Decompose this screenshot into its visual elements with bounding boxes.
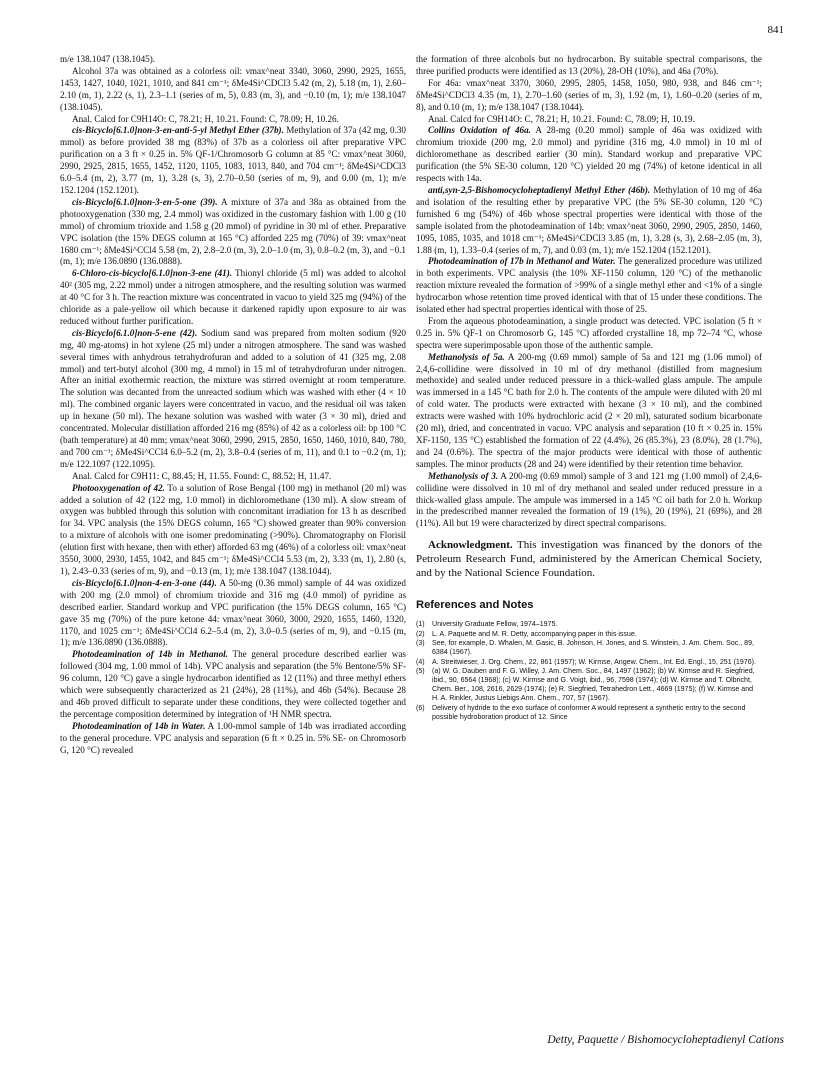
paragraph-text: The general procedure described earlier was followed (304 mg, 1.00 mmol of 14b). VPC analysis and separation (the 5% Bentone/5% SF-96 column, 120 °C) gave a single hydrocarbon identified as 12 (11%) and three methyl ethers which were subsequently characterized as 21 (24%), 28 (11%), and 46b (54%). Because 28 and 46b proved difficult to separate under these conditions, they were collected together and the percentage composition determined by integration of ¹H NMR spectra. (60, 649, 406, 719)
right-paragraph (416, 316, 762, 352)
left-paragraph (60, 54, 406, 66)
left-paragraph (60, 125, 406, 196)
right-paragraph (416, 114, 762, 126)
paragraph-text: Anal. Calcd for C9H11: C, 88.45; H, 11.55. Found: C, 88.52; H, 11.47. (72, 470, 332, 481)
paragraph-text: Alcohol 37a was obtained as a colorless oil: νmax^neat 3340, 3060, 2990, 2925, 1655, 1453, 1427, 1040, 1021, 1010, and 841 cm⁻¹; δMe4Si^CDCl3 5.42 (m, 2), 5.18 (m, 1), 2.60–2.10 (m, 1), 2.22 (s, 1), 2.3–1.1 (series of m, 5), 0.83 (m, 3), and −0.10 (m, 1); m/e 138.1047 (138.1045). (60, 65, 406, 112)
acknowledgment-lead: Acknowledgment. (428, 539, 513, 552)
right-paragraph (416, 471, 762, 531)
paragraph-text: m/e 138.1047 (138.1045). (60, 54, 156, 64)
left-paragraph (60, 483, 406, 578)
section-heading: Methanolysis of 3. (428, 470, 499, 481)
left-paragraph (60, 649, 406, 720)
right-paragraph (416, 125, 762, 185)
section-heading: 6-Chloro-cis-bicyclo[6.1.0]non-3-ene (41). (72, 268, 233, 279)
section-heading: cis-Bicyclo[6.1.0]non-3-en-5-one (39). (72, 196, 218, 207)
left-paragraph (60, 114, 406, 126)
reference-text: A. Streitwieser, J. Org. Chem., 22, 861 (1957); W. Kirmse, Angew. Chem., Int. Ed. Engl., 15, 251 (1976). (432, 658, 756, 666)
paragraph-text: Methylation of 37a (42 mg, 0.30 mmol) as before provided 38 mg (83%) of 37b as a colorless oil after preparative VPC purification on a 3 ft × 0.25 in. 5% QF-1/Chromosorb G column at 85 °C: νmax^neat 3060, 2990, 2925, 2815, 1655, 1452, 1120, 1105, 1083, 1013, 840, and 704 cm⁻¹; δMe4Si^CDCl3 6.0–5.4 (m, 2), 3.77 (m, 1), 3.28 (s, 3), 2.70–0.50 (series of m, 9), and 0.00 (m, 1); m/e 152.1204 (152.1201). (60, 125, 406, 195)
paragraph-text: Sodium sand was prepared from molten sodium (920 mg, 40 mg-atoms) in hot xylene (25 ml) under a nitrogen atmosphere. The sand was washed several times with anhydrous tetrahydrofuran and added to a solution of 41 (325 mg, 2.08 mmol) and tert-butyl alcohol (300 mg, 4 mmol) in 15 ml of tetrahydrofuran under nitrogen. After an initial exothermic reaction, the mixture was stirred overnight at room temperature. The solution was decanted from the unreacted sodium which was washed with ether (4 × 10 ml). The combined organic layers were concentrated in vacuo, and the residual oil was taken up in hexane (50 ml). The hexane solution was washed with water (3 × 30 ml), dried and concentrated. Molecular distillation afforded 216 mg (85%) of 42 as a colorless oil: bp 100 °C (bath temperature) at 40 mm; νmax^neat 3060, 2990, 2915, 2850, 1650, 1460, 1010, 840, 780, and 700 cm⁻¹; δMe4Si^CCl4 6.0–5.2 (m, 2), 3.8–0.4 (series of m, 11), and 0.1 to −0.2 (m, 1); m/e 122.1097 (122.1095). (60, 327, 406, 469)
section-heading: Photooxygenation of 42. (72, 482, 165, 493)
paragraph-text: Anal. Calcd for C9H14O: C, 78.21; H, 10.21. Found: C, 78.09; H, 10.26. (72, 113, 339, 124)
reference-number: (1) (416, 621, 425, 629)
right-paragraph (416, 256, 762, 316)
left-paragraph (60, 66, 406, 114)
section-heading: cis-Bicyclo[6.1.0]non-3-en-anti-5-yl Methyl Ether (37b). (72, 125, 284, 136)
section-heading: cis-Bicyclo[6.1.0]non-5-ene (42). (72, 327, 198, 338)
running-footer: Detty, Paquette / Bishomocycloheptadienyl Cations (547, 1034, 784, 1046)
reference-text: L. A. Paquette and M. R. Detty, accompanying paper in this issue. (432, 630, 637, 638)
paragraph-text: the formation of three alcohols but no hydrocarbon. By suitable spectral comparisons, the three purified products were identified as 13 (20%), 28-OH (10%), and 46a (70%). (416, 54, 762, 76)
reference-number: (3) (416, 640, 425, 648)
left-paragraph (60, 578, 406, 649)
reference-item (416, 658, 762, 667)
right-paragraph (416, 185, 762, 256)
section-heading: cis-Bicyclo[6.1.0]non-4-en-3-one (44). (72, 577, 217, 588)
reference-text: (a) W. G. Dauben and F. G. Willey, J. Am. Chem. Soc., 84, 1497 (1962); (b) W. Kirmse and R. Siegfried, ibid., 90, 6564 (1968); (c) W. Kirmse and G. Voigt, ibid., 96, 7598 (1974); (d) W. Kirmse and T. Olbricht, Chem. Ber., 108, 2616, 2629 (1974); (e) R. Siegfried, Tetrahedron Lett., 4669 (1975); (f) W. Kirmse and H. A. Rinkler, Justus Liebigs Ann. Chem., 707, 57 (1967). (432, 668, 755, 703)
paragraph-text: Methylation of 10 mg of 46a and isolation of the resulting ether by preparative VPC (the 5% SE-30 column, 120 °C) furnished 6 mg (54%) of 46b whose spectral properties were identical with those of the sample isolated from the photodeamination of 14b: νmax^neat 3060, 2990, 2905, 2850, 1460, 1095, 1085, 1035, and 1018 cm⁻¹; δMe4Si^CDCl3 3.85 (m, 1), 3.28 (s, 3), 2.68–2.05 (m, 3), 1.88 (m, 1), 1.33–0.4 (series of m, 7), and 0.03 (m, 1); m/e 152.1204 (152.1201). (416, 184, 762, 255)
paragraph-text: A 200-mg (0.69 mmol) sample of 3 and 121 mg (1.00 mmol) of 2,4,6-collidine were dissolved in 10 ml of dry methanol and sealed under reduced pressure in a thick-walled glass ampule. The ampule was immersed in a 145 °C oil bath for 2.0 h. Workup in the predescribed manner revealed the formation of 19 (1%), 20 (19%), 21 (69%), and 28 (11%). All but 19 were characterized by direct spectral comparisons. (416, 470, 762, 529)
reference-item (416, 620, 762, 629)
left-paragraph (60, 471, 406, 483)
references-list (416, 620, 762, 722)
paragraph-text: A mixture of 37a and 38a as obtained from the photooxygenation (330 mg, 2.4 mmol) was oxidized in the customary fashion with 1.00 g (10 mmol) of chromium trioxide and 1.58 g (20 mmol) of pyridine in 30 ml of ether. Preparative VPC isolation (the 15% DEGS column at 165 °C) afforded 225 mg (70%) of 39: νmax^neat 1680 cm⁻¹; δMe4Si^CCl4 5.58 (m, 2), 2.8–2.0 (m, 3), 2.0–1.0 (m, 3), 0.8–0.2 (m, 3), and −0.1 (m, 1); m/e 136.0890 (136.0888). (60, 196, 406, 267)
reference-number: (6) (416, 704, 425, 712)
right-column (416, 54, 762, 722)
reference-text: Delivery of hydride to the exo surface of conformer A would represent a synthetic entry to the second possible hydroboration product of 12. Since (432, 704, 746, 721)
paragraph-text: From the aqueous photodeamination, a single product was detected. VPC isolation (5 ft × 0.25 in. 5% QF-1 on Chromosorb G, 145 °C) afforded crystalline 18, mp 72–74 °C, whose spectra were superimposable upon those of the authentic sample. (416, 315, 762, 350)
paragraph-text: A 28-mg (0.20 mmol) sample of 46a was oxidized with chromium trioxide (200 mg, 2.0 mmol) and pyridine (316 mg, 4.0 mmol) in 10 ml of dichloromethane as described earlier (30 min). Standard workup and preparative VPC purification (the 5% SE-30 column, 120 °C) yielded 20 mg (74%) of ketone identical in all respects with 14a. (416, 125, 762, 184)
section-heading: Collins Oxidation of 46a. (428, 125, 531, 136)
reference-number: (5) (416, 668, 425, 676)
section-heading: Photodeamination of 14b in Water. (72, 720, 206, 731)
reference-number: (2) (416, 630, 425, 638)
reference-item (416, 630, 762, 639)
left-paragraph (60, 328, 406, 471)
paragraph-text: A 50-mg (0.36 mmol) sample of 44 was oxidized with 200 mg (2.0 mmol) of chromium trioxide and 316 mg (4.0 mmol) of pyridine as described earlier. Standard workup and VPC purification (the 15% DEGS column, 165 °C) gave 35 mg (70%) of the pure ketone 44: νmax^neat 3060, 3000, 2920, 1655, 1460, 1320, 1170, and 1025 cm⁻¹; δMe4Si^CCl4 6.2–5.4 (m, 2), 3.0–0.5 (series of m, 9), and −0.15 (m, 1); m/e 136.0890 (136.0888). (60, 577, 406, 648)
left-paragraph (60, 721, 406, 757)
paragraph-text: Thionyl chloride (5 ml) was added to alcohol 40² (305 mg, 2.22 mmol) under a nitrogen atmosphere, and the resulting solution was warmed at 40 °C for 3 h. The reaction mixture was concentrated in vacuo to yield 325 mg (94%) of the chloride as a pale-yellow oil which because it darkened rapidly upon exposure to air was reduced without further purification. (60, 268, 406, 326)
right-paragraph (416, 54, 762, 78)
left-paragraph (60, 197, 406, 268)
paragraph-text: For 46a: νmax^neat 3370, 3060, 2995, 2805, 1458, 1050, 980, 938, and 846 cm⁻¹; δMe4Si^CDCl3 4.35 (m, 1), 2.70–1.60 (series of m, 3), 1.92 (m, 1), 1.60–0.20 (series of m, 8), and 0.10 (m, 1); m/e 138.1047 (138.1044). (416, 77, 762, 112)
section-heading: anti,syn-2,5-Bishomocycloheptadienyl Methyl Ether (46b). (428, 184, 651, 195)
paragraph-text: Anal. Calcd for C9H14O: C, 78.21; H, 10.21. Found: C, 78.09; H, 10.19. (428, 113, 695, 124)
reference-item (416, 667, 762, 703)
paragraph-text: A 200-mg (0.69 mmol) sample of 5a and 121 mg (1.06 mmol) of 2,4,6-collidine were dissolved in 10 ml of dry methanol (distilled from magnesium methoxide) and sealed under reduced pressure in a thick-walled glass ampule. The ampule was immersed in a 145 °C bath for 2.0 h. The contents of the ampule were diluted with 20 ml of cold water. The products were extracted with hexane (3 × 10 ml), and the combined extracts were washed with 10% hydrochloric acid (2 × 20 ml), saturated sodium bicarbonate (20 ml), dried, and concentrated in vacuo. VPC analysis and separation (10 ft × 0.25 in. 15% XF-1150, 135 °C) established the formation of 22 (4.4%), 26 (85.3%), 23 (8.0%), 28 (1.7%), and 24 (0.6%). The spectra of the major products were identical with those of authentic samples. The minor products (28 and 24) were identified by their retention time behavior. (416, 351, 762, 469)
reference-text: University Graduate Fellow, 1974–1975. (432, 621, 558, 629)
reference-item (416, 704, 762, 722)
section-heading: Methanolysis of 5a. (428, 351, 505, 362)
acknowledgment (416, 538, 762, 580)
reference-number: (4) (416, 658, 425, 666)
section-heading: Photodeamination of 14b in Methanol. (72, 649, 228, 660)
page-number: 841 (767, 24, 784, 36)
left-paragraph (60, 268, 406, 328)
reference-item (416, 639, 762, 657)
paragraph-text: The generalized procedure was utilized in both experiments. VPC analysis (the 10% XF-1150 column, 120 °C) of the methanolic reaction mixture revealed the formation of >99% of a single methyl ether and <1% of a single hydrocarbon whose retention time proved identical with that of 15 under these conditions. The isolated ether had spectral properties identical with those of 25. (416, 256, 762, 315)
left-column (60, 54, 406, 756)
paragraph-text: A 1.00-mmol sample of 14b was irradiated according to the general procedure. VPC analysis and separation (6 ft × 0.25 in. 5% SE- on Chromosorb G, 120 °C) revealed (60, 720, 406, 755)
section-heading: Photodeamination of 17b in Methanol and Water. (428, 256, 616, 267)
reference-text: See, for example, D. Whalen, M. Gasic, B. Johnson, H. Jones, and S. Winstein, J. Am. Chem. Soc., 89, 6384 (1967). (432, 640, 754, 657)
right-paragraph (416, 78, 762, 114)
acknowledgment-text: This investigation was financed by the donors of the Petroleum Research Fund, administered by the American Chemical Society, and by the National Science Foundation. (416, 539, 762, 580)
right-paragraph (416, 352, 762, 471)
paragraph-text: To a solution of Rose Bengal (100 mg) in methanol (20 ml) was added a solution of 42 (122 mg, 1.0 mmol) in dichloromethane (130 ml). A slow stream of oxygen was bubbled through this solution with concomitant irradiation for 13 h as described for 34. VPC analysis (the 15% DEGS column, 165 °C) showed greater than 90% conversion to a mixture of alcohols with one isomer predominating (>90%). Chromatography on Florisil (elution first with hexane, then with ether) afforded 63 mg (46%) of a colorless oil: νmax^neat 3550, 3000, 2930, 1455, 1042, and 845 cm⁻¹; δMe4Si^CCl4 5.53 (m, 2), 3.33 (m, 1), 2.80 (s, 1), 2.43–0.33 (series of m, 9), and −0.13 (m, 1); m/e 138.1047 (138.1044). (60, 482, 406, 576)
references-title: References and Notes (416, 599, 534, 612)
